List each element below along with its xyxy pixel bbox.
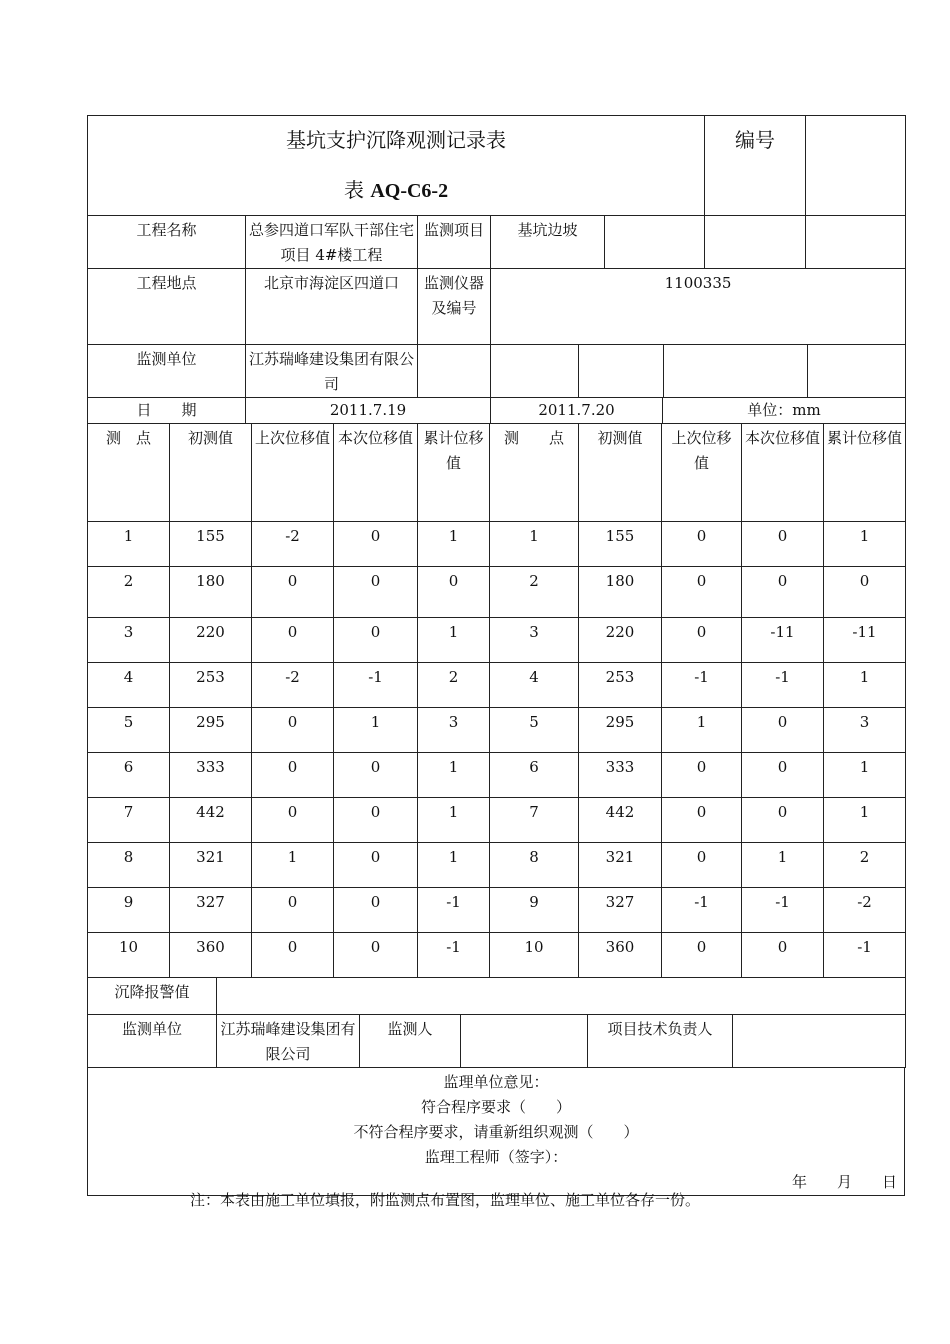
table-cell: 9 — [88, 888, 170, 933]
table-cell: 0 — [252, 798, 334, 843]
date-1: 2011.7.19 — [246, 398, 491, 424]
table-cell: 1 — [490, 522, 579, 567]
unit-measure: 单位：mm — [663, 398, 906, 424]
table-cell: 2 — [88, 567, 170, 618]
number-value[interactable] — [806, 116, 906, 216]
alarm-table — [87, 977, 906, 1015]
monitor-person-value[interactable] — [461, 1015, 588, 1068]
empty-cell[interactable] — [579, 345, 664, 398]
col-header: 上次位移值 — [662, 424, 742, 522]
opinion-title: 监理单位意见： — [443, 1073, 549, 1091]
table-cell: 3 — [88, 618, 170, 663]
date-fill: 年 月 日 — [791, 1173, 897, 1191]
date-table — [87, 397, 906, 424]
table-cell: 333 — [579, 753, 662, 798]
signature-table — [87, 1014, 906, 1068]
table-cell: 1 — [418, 522, 490, 567]
form-subtitle — [91, 176, 701, 205]
site-value: 北京市海淀区四道口 — [246, 269, 418, 345]
table-cell: 0 — [252, 708, 334, 753]
col-header: 本次位移值 — [742, 424, 824, 522]
table-cell: 4 — [88, 663, 170, 708]
date-label: 日 期 — [88, 398, 246, 424]
form-code: AQ-C6-2 — [370, 180, 449, 202]
table-cell: 0 — [334, 567, 418, 618]
table-cell: 1 — [88, 522, 170, 567]
table-cell: 220 — [170, 618, 252, 663]
table-cell: 0 — [742, 753, 824, 798]
table-cell: 220 — [579, 618, 662, 663]
col-header: 累计位移值 — [824, 424, 906, 522]
table-cell: 0 — [418, 567, 490, 618]
table-cell: 8 — [88, 843, 170, 888]
alarm-value[interactable] — [217, 978, 906, 1015]
form-title: 基坑支护沉降观测记录表 — [286, 128, 507, 152]
table-cell: 7 — [490, 798, 579, 843]
measurement-table — [87, 423, 906, 978]
table-cell: 10 — [490, 933, 579, 978]
table-cell: 0 — [334, 843, 418, 888]
table-cell: 360 — [579, 933, 662, 978]
table-cell: 0 — [662, 618, 742, 663]
date-2: 2011.7.20 — [491, 398, 663, 424]
table-cell: -1 — [824, 933, 906, 978]
table-cell: 0 — [252, 888, 334, 933]
col-header: 初测值 — [170, 424, 252, 522]
monitor-unit-label: 监测单位 — [88, 345, 246, 398]
table-row — [88, 522, 906, 567]
table-cell: 3 — [490, 618, 579, 663]
table-cell: 333 — [170, 753, 252, 798]
project-name-label: 工程名称 — [88, 216, 246, 269]
table-row — [88, 843, 906, 888]
table-cell: 5 — [88, 708, 170, 753]
table-cell: 6 — [88, 753, 170, 798]
empty-cell[interactable] — [418, 345, 491, 398]
table-cell: 0 — [334, 753, 418, 798]
opinion-table — [87, 1067, 905, 1196]
table-cell: 0 — [824, 567, 906, 618]
table-cell: 1 — [334, 708, 418, 753]
empty-cell[interactable] — [705, 216, 806, 269]
table-cell: 10 — [88, 933, 170, 978]
monitor-person-label: 监测人 — [360, 1015, 461, 1068]
table-cell: 4 — [490, 663, 579, 708]
unit-date-table — [87, 344, 906, 398]
table-cell: 1 — [418, 618, 490, 663]
table-cell: 180 — [170, 567, 252, 618]
table-cell: 0 — [742, 933, 824, 978]
table-cell: 2 — [418, 663, 490, 708]
table-cell: 442 — [579, 798, 662, 843]
table-cell: 0 — [334, 888, 418, 933]
tech-lead-label: 项目技术负责人 — [588, 1015, 733, 1068]
table-cell: -11 — [742, 618, 824, 663]
table-cell: 1 — [418, 843, 490, 888]
col-header: 本次位移值 — [334, 424, 418, 522]
footer-unit-value: 江苏瑞峰建设集团有限公司 — [217, 1015, 360, 1068]
table-cell: 180 — [579, 567, 662, 618]
table-cell: -11 — [824, 618, 906, 663]
opinion-not-ok: 不符合程序要求，请重新组织观测（ ） — [353, 1123, 639, 1141]
table-cell: 0 — [252, 753, 334, 798]
footnote: 注：本表由施工单位填报，附监测点布置图，监理单位、施工单位各存一份。 — [190, 1191, 701, 1209]
table-row — [88, 798, 906, 843]
table-cell: -1 — [742, 888, 824, 933]
table-cell: 2 — [490, 567, 579, 618]
alarm-label: 沉降报警值 — [88, 978, 217, 1015]
table-cell: 0 — [662, 567, 742, 618]
table-row — [88, 618, 906, 663]
data-rows — [88, 522, 906, 978]
monitor-item-value: 基坑边坡 — [491, 216, 605, 269]
monitor-unit-value: 江苏瑞峰建设集团有限公司 — [246, 345, 418, 398]
table-cell: -1 — [418, 888, 490, 933]
engineer-sign: 监理工程师（签字）： — [424, 1148, 568, 1166]
table-cell: 2 — [824, 843, 906, 888]
instrument-label: 监测仪器及编号 — [418, 269, 491, 345]
empty-cell[interactable] — [808, 345, 906, 398]
table-row — [88, 933, 906, 978]
opinion-ok: 符合程序要求（ ） — [420, 1098, 571, 1116]
col-header: 累计位移值 — [418, 424, 490, 522]
table-row — [88, 753, 906, 798]
table-cell: 3 — [418, 708, 490, 753]
table-cell: 8 — [490, 843, 579, 888]
footer-unit-label: 监测单位 — [88, 1015, 217, 1068]
table-cell: 1 — [418, 798, 490, 843]
col-header: 测 点 — [88, 424, 170, 522]
table-cell: -2 — [252, 663, 334, 708]
table-cell: 9 — [490, 888, 579, 933]
table-cell: 0 — [742, 798, 824, 843]
empty-cell[interactable] — [491, 345, 579, 398]
table-cell: -1 — [662, 888, 742, 933]
table-cell: 442 — [170, 798, 252, 843]
table-cell: 321 — [579, 843, 662, 888]
table-cell: 0 — [662, 522, 742, 567]
table-cell: 0 — [662, 933, 742, 978]
table-row — [88, 567, 906, 618]
table-cell: -2 — [824, 888, 906, 933]
tech-lead-value[interactable] — [733, 1015, 906, 1068]
header-table — [87, 115, 906, 345]
table-cell: 0 — [334, 618, 418, 663]
table-cell: -1 — [418, 933, 490, 978]
table-cell: 155 — [579, 522, 662, 567]
table-cell: 253 — [170, 663, 252, 708]
table-cell: -1 — [742, 663, 824, 708]
table-cell: 1 — [662, 708, 742, 753]
col-header: 上次位移值 — [252, 424, 334, 522]
table-cell: 3 — [824, 708, 906, 753]
monitor-item-label: 监测项目 — [418, 216, 491, 269]
col-header: 初测值 — [579, 424, 662, 522]
table-cell: 295 — [579, 708, 662, 753]
table-cell: 0 — [742, 567, 824, 618]
record-sheet — [87, 115, 905, 1196]
table-cell: 7 — [88, 798, 170, 843]
table-cell: 0 — [742, 522, 824, 567]
form-subtitle-prefix: 表 — [343, 178, 364, 202]
table-cell: 0 — [662, 753, 742, 798]
table-cell: 1 — [252, 843, 334, 888]
table-cell: 0 — [334, 798, 418, 843]
table-cell: 321 — [170, 843, 252, 888]
table-cell: 253 — [579, 663, 662, 708]
table-cell: 1 — [742, 843, 824, 888]
table-cell: 0 — [334, 522, 418, 567]
header-row — [88, 424, 906, 522]
form-title-cell — [88, 116, 705, 216]
table-cell: 155 — [170, 522, 252, 567]
empty-cell[interactable] — [605, 216, 705, 269]
instrument-value: 1100335 — [491, 269, 906, 345]
table-cell: -1 — [334, 663, 418, 708]
table-row — [88, 708, 906, 753]
table-cell: 0 — [252, 618, 334, 663]
table-cell: 0 — [662, 798, 742, 843]
empty-cell[interactable] — [806, 216, 906, 269]
table-cell: -2 — [252, 522, 334, 567]
table-cell: 295 — [170, 708, 252, 753]
table-cell: 0 — [252, 933, 334, 978]
table-cell: 327 — [170, 888, 252, 933]
table-cell: 6 — [490, 753, 579, 798]
number-label: 编号 — [705, 116, 806, 216]
table-cell: 0 — [662, 843, 742, 888]
project-name-value: 总参四道口军队干部住宅项目 4#楼工程 — [246, 216, 418, 269]
table-cell: 5 — [490, 708, 579, 753]
table-row — [88, 888, 906, 933]
table-cell: 360 — [170, 933, 252, 978]
table-cell: 1 — [824, 753, 906, 798]
table-cell: 0 — [334, 933, 418, 978]
table-cell: 327 — [579, 888, 662, 933]
table-row — [88, 663, 906, 708]
table-cell: 1 — [418, 753, 490, 798]
table-cell: 1 — [824, 798, 906, 843]
table-cell: 0 — [252, 567, 334, 618]
col-header: 测 点 — [490, 424, 579, 522]
supervisor-opinion — [88, 1068, 905, 1196]
table-cell: 1 — [824, 663, 906, 708]
table-cell: 0 — [742, 708, 824, 753]
table-cell: 1 — [824, 522, 906, 567]
site-label: 工程地点 — [88, 269, 246, 345]
table-cell: -1 — [662, 663, 742, 708]
empty-cell[interactable] — [664, 345, 808, 398]
